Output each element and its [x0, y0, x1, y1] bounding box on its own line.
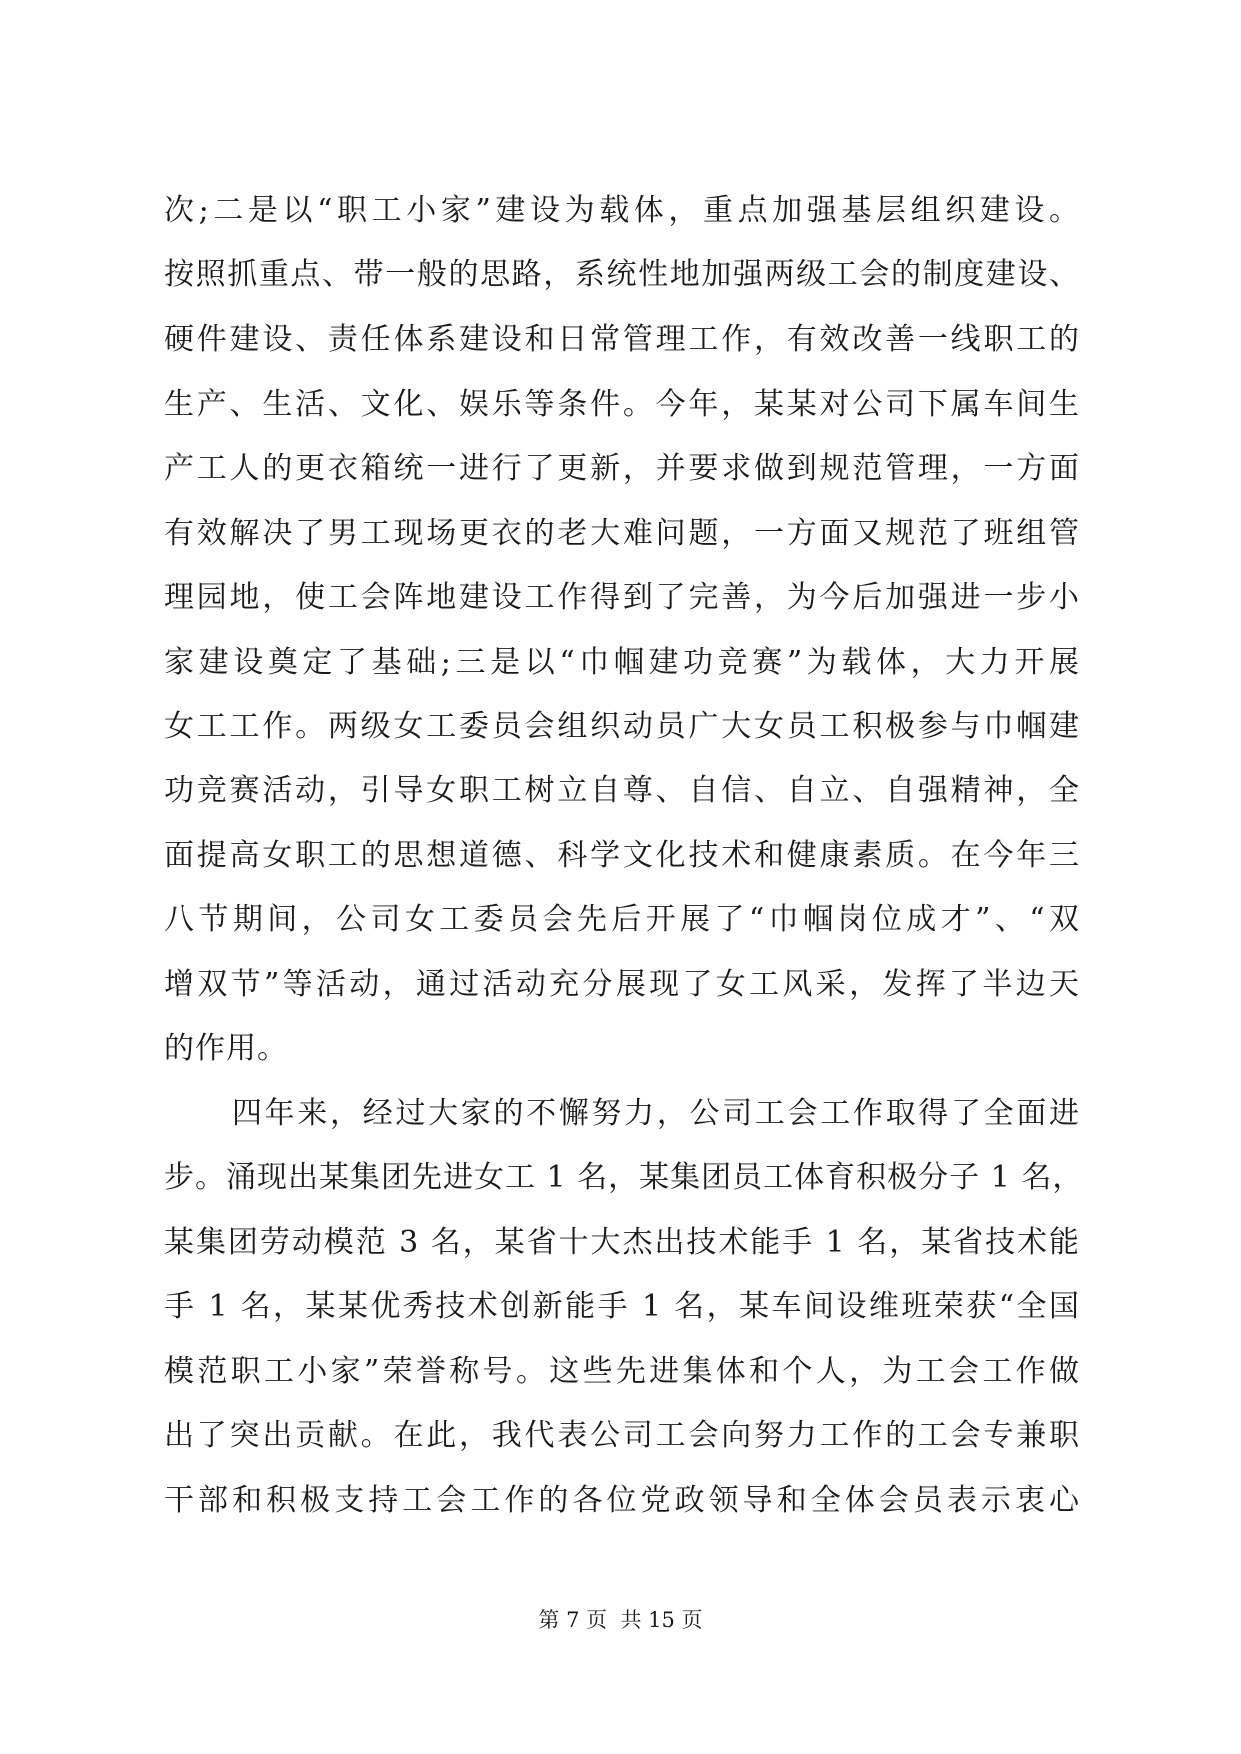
page-number-footer: 第 7 页 共 15 页 — [538, 1608, 703, 1632]
paragraph-2-line-3: 某集团劳动模范 3 名，某省十大杰出技术能手 1 名，某省技术能 — [164, 1225, 1080, 1260]
paragraph-2-line-5: 模范职工小家”荣誉称号。这些先进集体和个人，为工会工作做 — [164, 1354, 1080, 1389]
paragraph-1-line-11: 面提高女职工的思想道德、科学文化技术和健康素质。在今年三 — [164, 838, 1080, 873]
paragraph-1-line-5: 产工人的更衣箱统一进行了更新，并要求做到规范管理，一方面 — [164, 451, 1080, 486]
paragraph-1-line-3: 硬件建设、责任体系建设和日常管理工作，有效改善一线职工的 — [164, 322, 1080, 357]
paragraph-1-line-12: 八节期间，公司女工委员会先后开展了“巾帼岗位成才”、“双 — [164, 902, 1080, 937]
paragraph-2-line-4: 手 1 名，某某优秀技术创新能手 1 名，某车间设维班荣获“全国 — [164, 1289, 1080, 1324]
paragraph-1-line-10: 功竞赛活动，引导女职工树立自尊、自信、自立、自强精神，全 — [164, 773, 1080, 808]
paragraph-1-line-1: 次;二是以“职工小家”建设为载体，重点加强基层组织建设。 — [164, 193, 1080, 228]
paragraph-1-line-13: 增双节”等活动，通过活动充分展现了女工风采，发挥了半边天 — [164, 967, 1080, 1002]
paragraph-1-line-2: 按照抓重点、带一般的思路，系统性地加强两级工会的制度建设、 — [164, 257, 1080, 292]
paragraph-1-line-8: 家建设奠定了基础;三是以“巾帼建功竞赛”为载体，大力开展 — [164, 645, 1080, 680]
paragraph-1-line-4: 生产、生活、文化、娱乐等条件。今年，某某对公司下属车间生 — [164, 387, 1080, 422]
paragraph-2-line-6: 出了突出贡献。在此，我代表公司工会向努力工作的工会专兼职 — [164, 1418, 1080, 1453]
paragraph-2-line-2: 步。涌现出某集团先进女工 1 名，某集团员工体育积极分子 1 名， — [164, 1160, 1084, 1195]
paragraph-2-line-1: 四年来，经过大家的不懈努力，公司工会工作取得了全面进 — [232, 1096, 1080, 1131]
paragraph-2-line-7: 干部和积极支持工会工作的各位党政领导和全体会员表示衷心 — [164, 1483, 1080, 1518]
paragraph-1-line-14: 的作用。 — [164, 1031, 288, 1066]
paragraph-1-line-6: 有效解决了男工现场更衣的老大难问题，一方面又规范了班组管 — [164, 516, 1080, 551]
paragraph-1-line-7: 理园地，使工会阵地建设工作得到了完善，为今后加强进一步小 — [164, 580, 1080, 615]
paragraph-1-line-9: 女工工作。两级女工委员会组织动员广大女员工积极参与巾帼建 — [164, 709, 1080, 744]
